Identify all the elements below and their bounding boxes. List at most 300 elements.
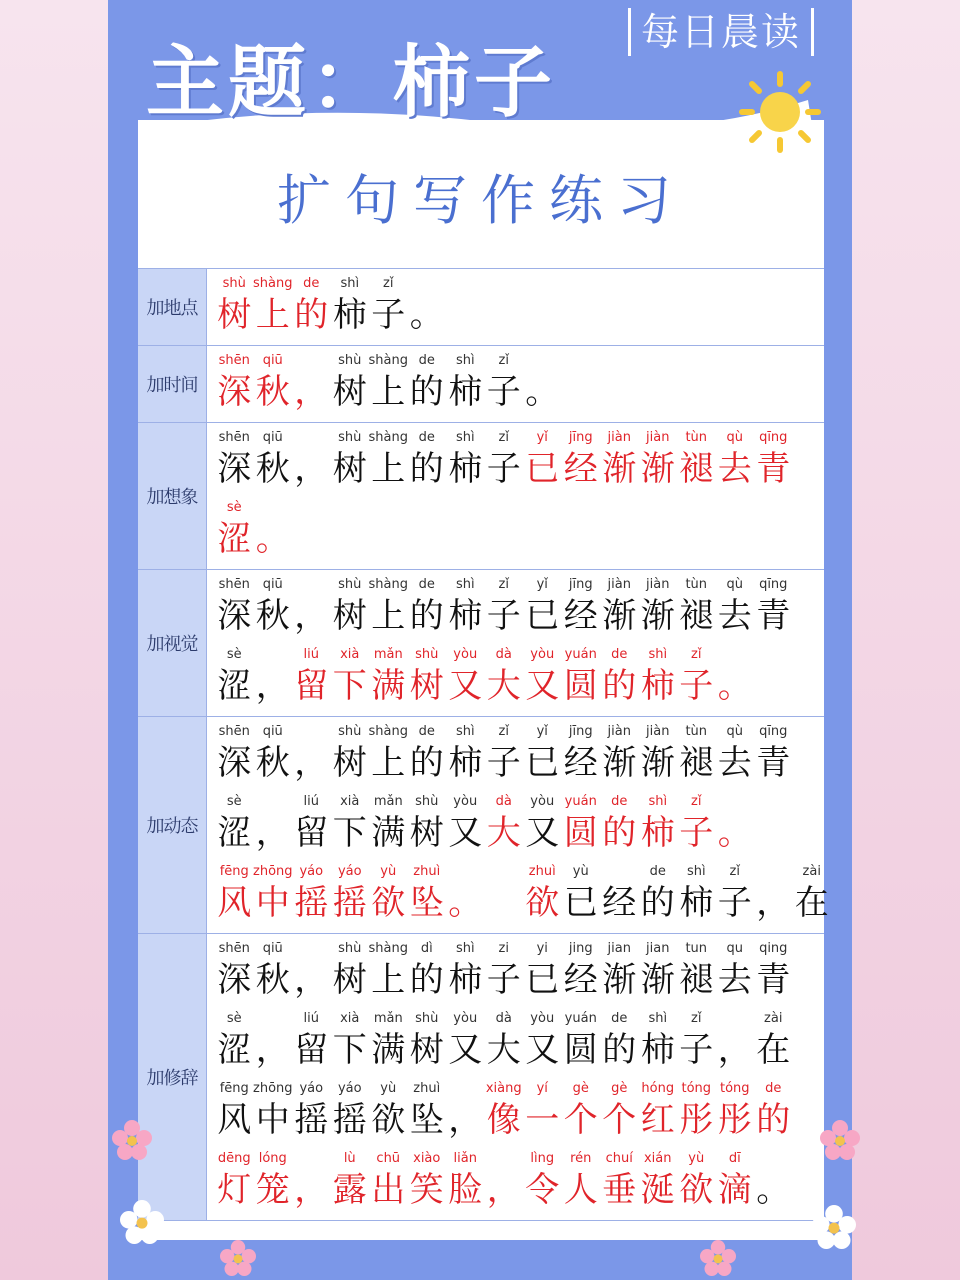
character	[562, 1010, 601, 1080]
pinyin: qu	[726, 941, 743, 956]
pinyin: yáo	[299, 1081, 324, 1096]
character	[639, 723, 678, 793]
pinyin: shēn	[218, 577, 250, 592]
pinyin: jīng	[568, 430, 593, 445]
pinyin: de	[611, 794, 628, 809]
hanzi: 的	[602, 813, 637, 853]
character	[485, 723, 524, 793]
hanzi: 笼	[255, 1170, 290, 1210]
hanzi: 露	[332, 1170, 367, 1210]
hanzi: 大	[486, 813, 521, 853]
pinyin: yòu	[453, 794, 478, 809]
row-label: 加地点	[138, 269, 207, 345]
pinyin: xià	[340, 794, 360, 809]
character	[292, 1010, 331, 1080]
pinyin: zhuì	[413, 864, 441, 879]
pinyin: yù	[688, 1151, 705, 1166]
hanzi: 已	[525, 960, 560, 1000]
pinyin: qù	[726, 577, 743, 592]
hanzi: 树	[332, 596, 367, 636]
pinyin: sè	[226, 647, 242, 662]
hanzi: 摇	[294, 1100, 329, 1140]
hanzi: 个	[563, 1100, 598, 1140]
hanzi: 又	[525, 813, 560, 853]
pinyin: tóng	[681, 1081, 712, 1096]
hanzi: 树	[409, 813, 444, 853]
hanzi: 坠	[409, 1100, 444, 1140]
hanzi: 树	[409, 666, 444, 706]
pinyin: shì	[648, 794, 668, 809]
character	[254, 576, 293, 646]
hanzi: 灯	[217, 1170, 252, 1210]
character	[523, 352, 562, 422]
pinyin: de	[611, 647, 628, 662]
character	[215, 793, 254, 863]
character	[369, 429, 408, 499]
hanzi: 涩	[217, 519, 252, 559]
character	[331, 1080, 370, 1150]
character	[408, 1150, 447, 1220]
hanzi: 涎	[640, 1170, 675, 1210]
pinyin: lù	[343, 1151, 356, 1166]
hanzi: 的	[409, 743, 444, 783]
page-title: 主题：柿子	[146, 38, 557, 128]
character	[254, 352, 293, 422]
sentence-line	[215, 863, 831, 933]
character	[292, 723, 331, 793]
pinyin: zǐ	[729, 864, 740, 879]
morning-reading-badge: 每日晨读	[628, 8, 814, 56]
hanzi: 。	[717, 666, 752, 706]
character	[639, 576, 678, 646]
hanzi: 去	[717, 960, 752, 1000]
pinyin: zhōng	[253, 1081, 293, 1096]
hanzi: 子	[679, 1030, 714, 1070]
hanzi: 又	[448, 813, 483, 853]
hanzi: 渐	[602, 960, 637, 1000]
flower-icon	[220, 1240, 256, 1276]
pinyin: yù	[380, 864, 397, 879]
table-row	[138, 934, 824, 1221]
hanzi: 秋	[255, 372, 290, 412]
sentence-line	[215, 429, 824, 499]
pinyin: sè	[226, 1011, 242, 1026]
character	[292, 793, 331, 863]
character	[408, 352, 447, 422]
pinyin: zǐ	[691, 794, 702, 809]
hanzi: 秋	[255, 960, 290, 1000]
pinyin: zǐ	[383, 276, 394, 291]
character	[254, 499, 293, 569]
hanzi: 深	[217, 372, 252, 412]
character	[562, 429, 601, 499]
character	[716, 863, 755, 933]
character	[485, 352, 524, 422]
hanzi: 去	[717, 449, 752, 489]
character	[716, 576, 755, 646]
hanzi: 柿	[640, 666, 675, 706]
character	[600, 1080, 639, 1150]
row-label: 加修辞	[138, 934, 207, 1220]
character	[562, 723, 601, 793]
character	[408, 646, 447, 716]
hanzi: 出	[371, 1170, 406, 1210]
pinyin: de	[418, 724, 435, 739]
hanzi: 又	[525, 1030, 560, 1070]
pinyin: dì	[420, 941, 433, 956]
table-row	[138, 346, 824, 423]
pinyin: dà	[495, 794, 512, 809]
character	[446, 793, 485, 863]
pinyin: yáo	[337, 864, 362, 879]
hanzi: 。	[756, 1170, 791, 1210]
character	[639, 1150, 678, 1220]
pinyin: xià	[340, 1011, 360, 1026]
pinyin: qù	[726, 430, 743, 445]
hanzi: 在	[756, 1030, 791, 1070]
row-label: 加想象	[138, 423, 207, 569]
character	[254, 1010, 293, 1080]
pinyin: yí	[536, 1081, 548, 1096]
character	[523, 1150, 562, 1220]
hanzi: 子	[486, 960, 521, 1000]
table-row	[138, 717, 829, 934]
character	[292, 646, 331, 716]
character	[408, 940, 447, 1010]
hanzi: 。	[255, 519, 290, 559]
character	[639, 1080, 678, 1150]
pinyin: hóng	[641, 1081, 675, 1096]
sentence	[207, 269, 824, 345]
pinyin: shù	[222, 276, 246, 291]
sun-icon	[738, 70, 822, 154]
character	[485, 1150, 524, 1220]
character	[639, 429, 678, 499]
character	[446, 723, 485, 793]
pinyin: jiàn	[607, 577, 631, 592]
character	[446, 863, 485, 933]
character	[485, 1010, 524, 1080]
character	[754, 723, 793, 793]
pinyin: shàng	[368, 353, 408, 368]
hanzi: 上	[371, 960, 406, 1000]
character	[523, 1080, 562, 1150]
hanzi: 风	[217, 1100, 252, 1140]
hanzi: 的	[409, 596, 444, 636]
character	[485, 1080, 524, 1150]
pinyin: qīng	[759, 724, 788, 739]
character	[408, 275, 447, 345]
pinyin: yòu	[530, 1011, 555, 1026]
sentence	[207, 346, 824, 422]
character	[639, 940, 678, 1010]
hanzi: 笑	[409, 1170, 444, 1210]
character	[600, 863, 639, 933]
hanzi: 树	[332, 372, 367, 412]
hanzi: 上	[371, 596, 406, 636]
hanzi: 渐	[640, 596, 675, 636]
hanzi: 垂	[602, 1170, 637, 1210]
pinyin: tun	[685, 941, 708, 956]
hanzi: 经	[602, 883, 637, 923]
pinyin: qīng	[759, 430, 788, 445]
hanzi: 下	[332, 1030, 367, 1070]
pinyin: shàng	[368, 577, 408, 592]
pinyin: yǐ	[536, 724, 548, 739]
hanzi: 的	[602, 1030, 637, 1070]
hanzi: 秋	[255, 449, 290, 489]
hanzi: 上	[255, 295, 290, 335]
hanzi: 摇	[294, 883, 329, 923]
hanzi: 中	[255, 1100, 290, 1140]
character	[215, 940, 254, 1010]
hanzi: ，	[294, 596, 329, 636]
hanzi: 坠	[409, 883, 444, 923]
pinyin: shì	[340, 276, 360, 291]
pinyin: jing	[568, 941, 593, 956]
character	[716, 1150, 755, 1220]
right-pink-frame	[852, 0, 960, 1280]
flower-icon	[112, 1120, 152, 1160]
sentence-line	[215, 275, 824, 345]
pinyin: shì	[648, 1011, 668, 1026]
character	[446, 646, 485, 716]
hanzi: 的	[409, 449, 444, 489]
character	[446, 352, 485, 422]
character	[292, 576, 331, 646]
hanzi: 渐	[602, 449, 637, 489]
character	[716, 429, 755, 499]
pinyin: shù	[415, 647, 439, 662]
pinyin: shù	[338, 941, 362, 956]
hanzi: 去	[717, 743, 752, 783]
pinyin: shēn	[218, 430, 250, 445]
hanzi: ，	[486, 1170, 521, 1210]
pinyin: qīng	[759, 577, 788, 592]
hanzi: 下	[332, 813, 367, 853]
hanzi: 涩	[217, 813, 252, 853]
pinyin: shù	[338, 353, 362, 368]
pinyin: mǎn	[373, 647, 403, 662]
hanzi: 一	[525, 1100, 560, 1140]
pinyin: sè	[226, 500, 242, 515]
character	[639, 646, 678, 716]
character	[600, 793, 639, 863]
character	[331, 275, 370, 345]
character	[331, 646, 370, 716]
row-label: 加时间	[138, 346, 207, 422]
pinyin: zǐ	[498, 430, 509, 445]
hanzi: 大	[486, 1030, 521, 1070]
pinyin: shàng	[253, 276, 293, 291]
character	[292, 1080, 331, 1150]
character	[215, 723, 254, 793]
character	[408, 1010, 447, 1080]
character	[446, 576, 485, 646]
pinyin: yáo	[337, 1081, 362, 1096]
hanzi: 柿	[640, 813, 675, 853]
character	[523, 1010, 562, 1080]
character	[562, 646, 601, 716]
character	[677, 1010, 716, 1080]
flower-icon	[820, 1120, 860, 1160]
character	[254, 793, 293, 863]
character	[408, 1080, 447, 1150]
hanzi: 在	[794, 883, 829, 923]
character	[600, 1150, 639, 1220]
character	[215, 646, 254, 716]
character	[446, 1150, 485, 1220]
character	[254, 1150, 293, 1220]
hanzi: 欲	[371, 1100, 406, 1140]
character	[677, 646, 716, 716]
pinyin: qù	[726, 724, 743, 739]
hanzi: ，	[294, 743, 329, 783]
character	[369, 940, 408, 1010]
pinyin: gè	[572, 1081, 589, 1096]
character	[408, 576, 447, 646]
hanzi: 涩	[217, 666, 252, 706]
hanzi: 青	[756, 449, 791, 489]
hanzi: 的	[640, 883, 675, 923]
pinyin: mǎn	[373, 794, 403, 809]
character	[331, 863, 370, 933]
character	[523, 723, 562, 793]
hanzi: 彤	[679, 1100, 714, 1140]
hanzi: ，	[717, 1030, 752, 1070]
character	[369, 275, 408, 345]
pinyin: mǎn	[373, 1011, 403, 1026]
character	[716, 1010, 755, 1080]
character	[369, 863, 408, 933]
sentence-line	[215, 499, 824, 569]
pinyin: zǐ	[498, 353, 509, 368]
hanzi: 柿	[448, 960, 483, 1000]
pinyin: zǐ	[691, 647, 702, 662]
character	[754, 863, 793, 933]
character	[215, 352, 254, 422]
sentence	[207, 934, 824, 1220]
pinyin: dēng	[217, 1151, 251, 1166]
hanzi: 圆	[563, 813, 598, 853]
flower-icon	[120, 1200, 164, 1244]
character	[215, 1010, 254, 1080]
left-pink-frame	[0, 0, 108, 1280]
character	[254, 275, 293, 345]
hanzi: 。	[409, 295, 444, 335]
character	[639, 863, 678, 933]
table-row	[138, 570, 824, 717]
hanzi: ，	[294, 449, 329, 489]
pinyin: yù	[380, 1081, 397, 1096]
pinyin: zǐ	[498, 724, 509, 739]
pinyin: shì	[686, 864, 706, 879]
character	[215, 576, 254, 646]
character	[754, 1010, 793, 1080]
pinyin: tóng	[719, 1081, 750, 1096]
row-label: 加视觉	[138, 570, 207, 716]
character	[292, 429, 331, 499]
character	[485, 429, 524, 499]
character	[754, 940, 793, 1010]
pinyin: tùn	[685, 577, 708, 592]
hanzi: 的	[294, 295, 329, 335]
hanzi: 柿	[448, 372, 483, 412]
character	[754, 1080, 793, 1150]
hanzi: ，	[294, 1170, 329, 1210]
hanzi: 渐	[602, 596, 637, 636]
pinyin: de	[418, 353, 435, 368]
character	[677, 863, 716, 933]
hanzi: 上	[371, 449, 406, 489]
pinyin: chuí	[605, 1151, 633, 1166]
character	[716, 723, 755, 793]
hanzi: ，	[448, 1100, 483, 1140]
pinyin: qing	[759, 941, 788, 956]
pinyin: zǐ	[498, 577, 509, 592]
character	[369, 352, 408, 422]
hanzi: 留	[294, 813, 329, 853]
pinyin: qiū	[262, 353, 283, 368]
sentence-line	[215, 352, 824, 422]
hanzi: 柿	[448, 743, 483, 783]
character	[254, 646, 293, 716]
hanzi: 子	[679, 666, 714, 706]
character	[600, 940, 639, 1010]
pinyin: xián	[643, 1151, 672, 1166]
hanzi: 红	[640, 1100, 675, 1140]
hanzi: 上	[371, 743, 406, 783]
character	[292, 1150, 331, 1220]
hanzi: ，	[255, 1030, 290, 1070]
pinyin: qiū	[262, 724, 283, 739]
hanzi: 欲	[679, 1170, 714, 1210]
hanzi: 风	[217, 883, 252, 923]
hanzi: 深	[217, 743, 252, 783]
hanzi: 秋	[255, 743, 290, 783]
pinyin: zài	[764, 1011, 783, 1026]
character	[369, 646, 408, 716]
flower-icon	[700, 1240, 736, 1276]
hanzi: ，	[255, 813, 290, 853]
hanzi: 满	[371, 666, 406, 706]
pinyin: xià	[340, 647, 360, 662]
character	[600, 646, 639, 716]
character	[369, 723, 408, 793]
character	[716, 1080, 755, 1150]
hanzi: 又	[525, 666, 560, 706]
character	[562, 576, 601, 646]
pinyin: yòu	[453, 647, 478, 662]
character	[331, 793, 370, 863]
character	[562, 1080, 601, 1150]
hanzi: 又	[448, 1030, 483, 1070]
hanzi: 子	[486, 596, 521, 636]
character	[408, 723, 447, 793]
character	[600, 576, 639, 646]
hanzi: 上	[371, 372, 406, 412]
character	[446, 1080, 485, 1150]
sentence	[207, 423, 824, 569]
table-row	[138, 423, 824, 570]
character	[600, 1010, 639, 1080]
pinyin: shì	[455, 724, 475, 739]
character	[639, 793, 678, 863]
pinyin: shù	[415, 1011, 439, 1026]
hanzi: 子	[486, 449, 521, 489]
character	[292, 940, 331, 1010]
hanzi: 褪	[679, 596, 714, 636]
